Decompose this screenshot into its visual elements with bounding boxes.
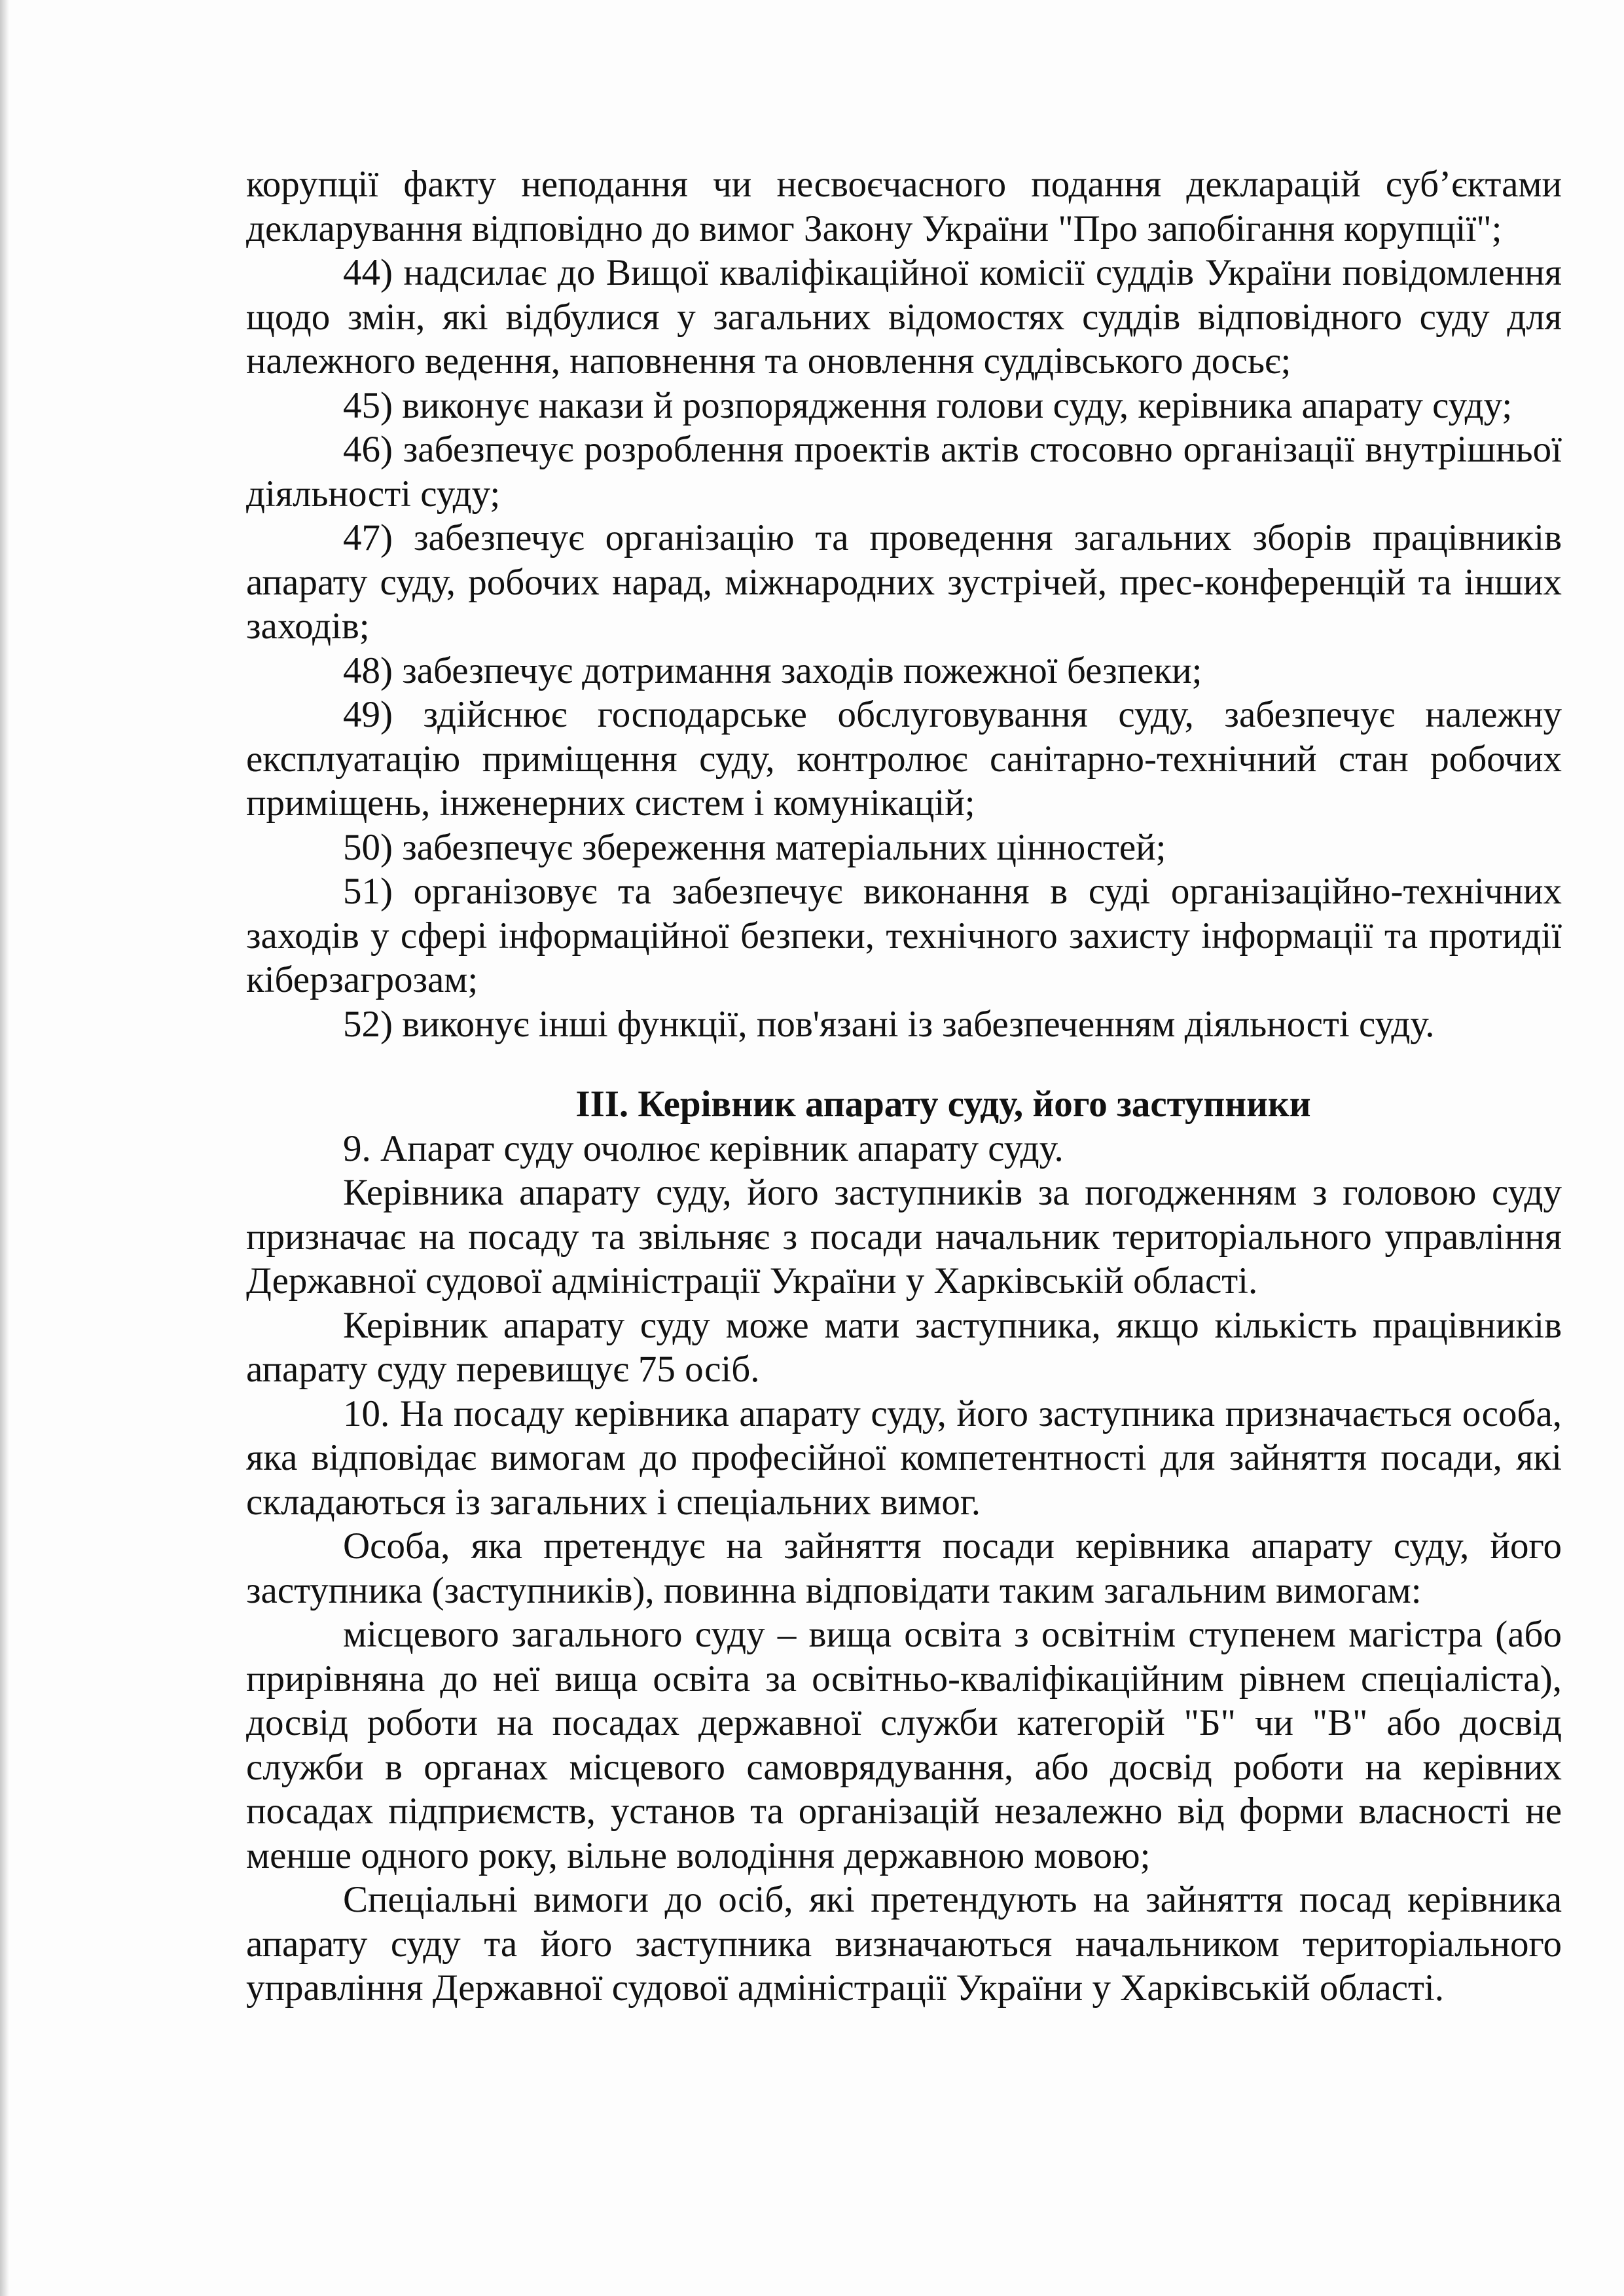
section-paragraph-special-requirements: Спеціальні вимоги до осіб, які претендують на зайняття посад керівника апарату суду та його заступника визначаються начальником територіального управління Державної судової адміністрації України у Харківській області. [246,1879,1562,2009]
list-item-51: 51) організовує та забезпечує виконання в суді організаційно-технічних заходів у сфері інформаційної безпеки, технічного захисту інформації та протидії кіберзагрозам; [246,871,1562,1000]
list-item-47: 47) забезпечує організацію та проведення загальних зборів працівників апарату суду, робочих нарад, міжнародних зустрічей, прес-конференцій та інших заходів; [246,517,1562,647]
list-item-49: 49) здійснює господарське обслуговування суду, забезпечує належну експлуатацію приміщення суду, контролює санітарно-технічний стан робочих приміщень, інженерних систем і комунікацій; [246,694,1562,824]
section-spacer [246,1046,1562,1082]
section-paragraph-general-requirements: Особа, яка претендує на зайняття посади керівника апарату суду, його заступника (заступників), повинна відповідати таким загальним вимогам: [246,1525,1562,1611]
section-paragraph-9: 9. Апарат суду очолює керівник апарату суду. [343,1127,1064,1169]
section-paragraph-deputy: Керівник апарату суду може мати заступника, якщо кількість працівників апарату суду перевищує 75 осіб. [246,1304,1562,1390]
list-item-52: 52) виконує інші функції, пов'язані із забезпеченням діяльності суду. [343,1003,1435,1045]
section-paragraph-appointment: Керівника апарату суду, його заступників за погодженням з головою суду призначає на посаду та звільняє з посади начальник територіального управління Державної судової адміністрації України у Харківській області. [246,1172,1562,1302]
list-item-50: 50) забезпечує збереження матеріальних цінностей; [343,826,1166,868]
scan-edge-shadow [0,0,9,2296]
list-item-45: 45) виконує накази й розпорядження голови суду, керівника апарату суду; [343,384,1513,426]
list-item-46: 46) забезпечує розроблення проектів актів стосовно організації внутрішньої діяльності суду; [246,429,1562,515]
section-paragraph-local-court: місцевого загального суду – вища освіта з освітнім ступенем магістра (або прирівняна до неї вища освіта за освітньо-кваліфікаційним рівнем спеціаліста), досвід роботи на посадах державної служби категорій "Б" чи "В" або досвід служби в органах місцевого самоврядування, або досвід роботи на керівних посадах підприємств, установ та організацій незалежно від форми власності не менше одного року, вільне володіння державною мовою; [246,1614,1562,1876]
document-body [246,162,1562,2011]
paragraph-continuation: корупції факту неподання чи несвоєчасного подання декларацій суб’єктами декларування відповідно до вимог Закону України "Про запобігання корупції"; [246,164,1562,249]
list-item-48: 48) забезпечує дотримання заходів пожежної безпеки; [343,649,1202,691]
section-heading: ІІІ. Керівник апарату суду, його заступники [575,1084,1311,1125]
section-paragraph-10: 10. На посаду керівника апарату суду, його заступника призначається особа, яка відповідає вимогам до професійної компетентності для зайняття посади, які складаються із загальних і спеціальних вимог. [246,1393,1562,1523]
list-item-44: 44) надсилає до Вищої кваліфікаційної комісії суддів України повідомлення щодо змін, які відбулися у загальних відомостях суддів відповідного суду для належного ведення, наповнення та оновлення суддівського досьє; [246,252,1562,382]
